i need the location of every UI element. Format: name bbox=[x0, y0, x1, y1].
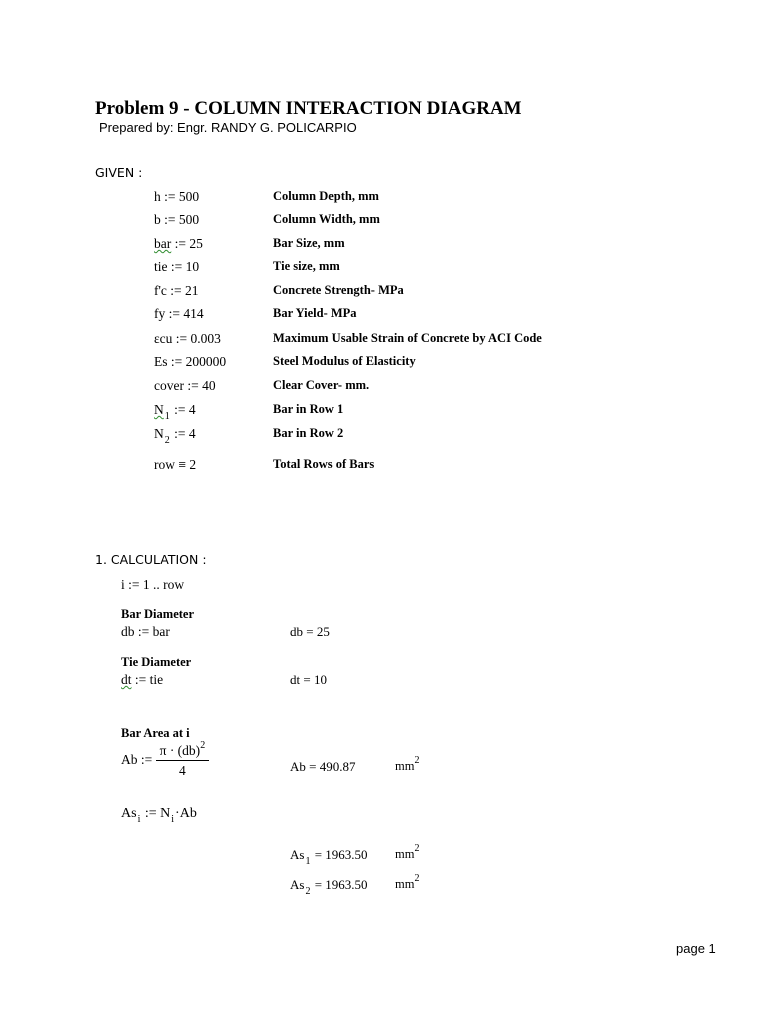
as-result-1-unit: $mm^2$ bbox=[395, 843, 420, 861]
bar-diameter-label: Bar Diameter bbox=[121, 607, 195, 621]
param-fy-desc: Bar Yield- MPa bbox=[273, 306, 357, 320]
param-fc-desc: Concrete Strength- MPa bbox=[273, 283, 404, 297]
as-formula: $As_i$ := $N_i\cdot Ab$ bbox=[121, 806, 197, 825]
bar-area-unit: $mm^2$ bbox=[395, 755, 420, 773]
bar-area-formula: Ab := $\frac{\pi \cdot (db)^2}{4}$ bbox=[121, 743, 209, 779]
param-n1: $N_1$ := 4 bbox=[154, 402, 196, 422]
calculation-heading: 1. CALCULATION : bbox=[95, 552, 207, 567]
bar-area-label: Bar Area at i bbox=[121, 726, 190, 740]
param-b-desc: Column Width, mm bbox=[273, 212, 380, 226]
given-heading: GIVEN : bbox=[95, 165, 143, 180]
param-fy: fy := 414 bbox=[154, 306, 204, 321]
param-fc: f'c := 21 bbox=[154, 283, 199, 298]
param-n2-desc: Bar in Row 2 bbox=[273, 426, 344, 440]
param-h-desc: Column Depth, mm bbox=[273, 189, 379, 203]
bar-diameter-formula: db := bar bbox=[121, 624, 170, 639]
param-bar: bar := 25 bbox=[154, 236, 203, 251]
bar-area-result: Ab = 490.87 bbox=[290, 759, 356, 774]
tie-diameter-result: dt = 10 bbox=[290, 672, 327, 687]
bar-diameter-result: db = 25 bbox=[290, 624, 330, 639]
page-title: Problem 9 - COLUMN INTERACTION DIAGRAM bbox=[95, 98, 522, 119]
param-tie-desc: Tie size, mm bbox=[273, 259, 340, 273]
param-h: h := 500 bbox=[154, 189, 200, 204]
param-ecu-desc: Maximum Usable Strain of Concrete by ACI Code bbox=[273, 331, 542, 345]
param-row: row ≡ 2 bbox=[154, 457, 197, 472]
bar-area-fraction: $\frac{\pi \cdot (db)^2}{4}$ bbox=[156, 743, 210, 779]
tie-diameter-formula: dt := tie bbox=[121, 672, 164, 687]
range-definition: i := 1 .. row bbox=[121, 577, 185, 592]
param-cover-desc: Clear Cover- mm. bbox=[273, 378, 370, 392]
tie-diameter-label: Tie Diameter bbox=[121, 655, 192, 669]
page-number: page 1 bbox=[676, 941, 716, 956]
param-b: b := 500 bbox=[154, 212, 200, 227]
param-n2: $N_2$ := 4 bbox=[154, 426, 196, 446]
param-cover: cover := 40 bbox=[154, 378, 216, 393]
as-result-2-unit: $mm^2$ bbox=[395, 873, 420, 891]
prepared-by: Prepared by: Engr. RANDY G. POLICARPIO bbox=[99, 120, 357, 135]
param-es: Es := 200000 bbox=[154, 354, 227, 369]
param-tie: tie := 10 bbox=[154, 259, 200, 274]
param-es-desc: Steel Modulus of Elasticity bbox=[273, 354, 416, 368]
param-ecu: εcu := 0.003 bbox=[154, 331, 221, 346]
as-result-2: $As_2 = 1963.50$ bbox=[290, 877, 368, 897]
param-bar-desc: Bar Size, mm bbox=[273, 236, 345, 250]
param-row-desc: Total Rows of Bars bbox=[273, 457, 375, 471]
param-n1-desc: Bar in Row 1 bbox=[273, 402, 344, 416]
as-result-1: $As_1 = 1963.50$ bbox=[290, 847, 368, 867]
